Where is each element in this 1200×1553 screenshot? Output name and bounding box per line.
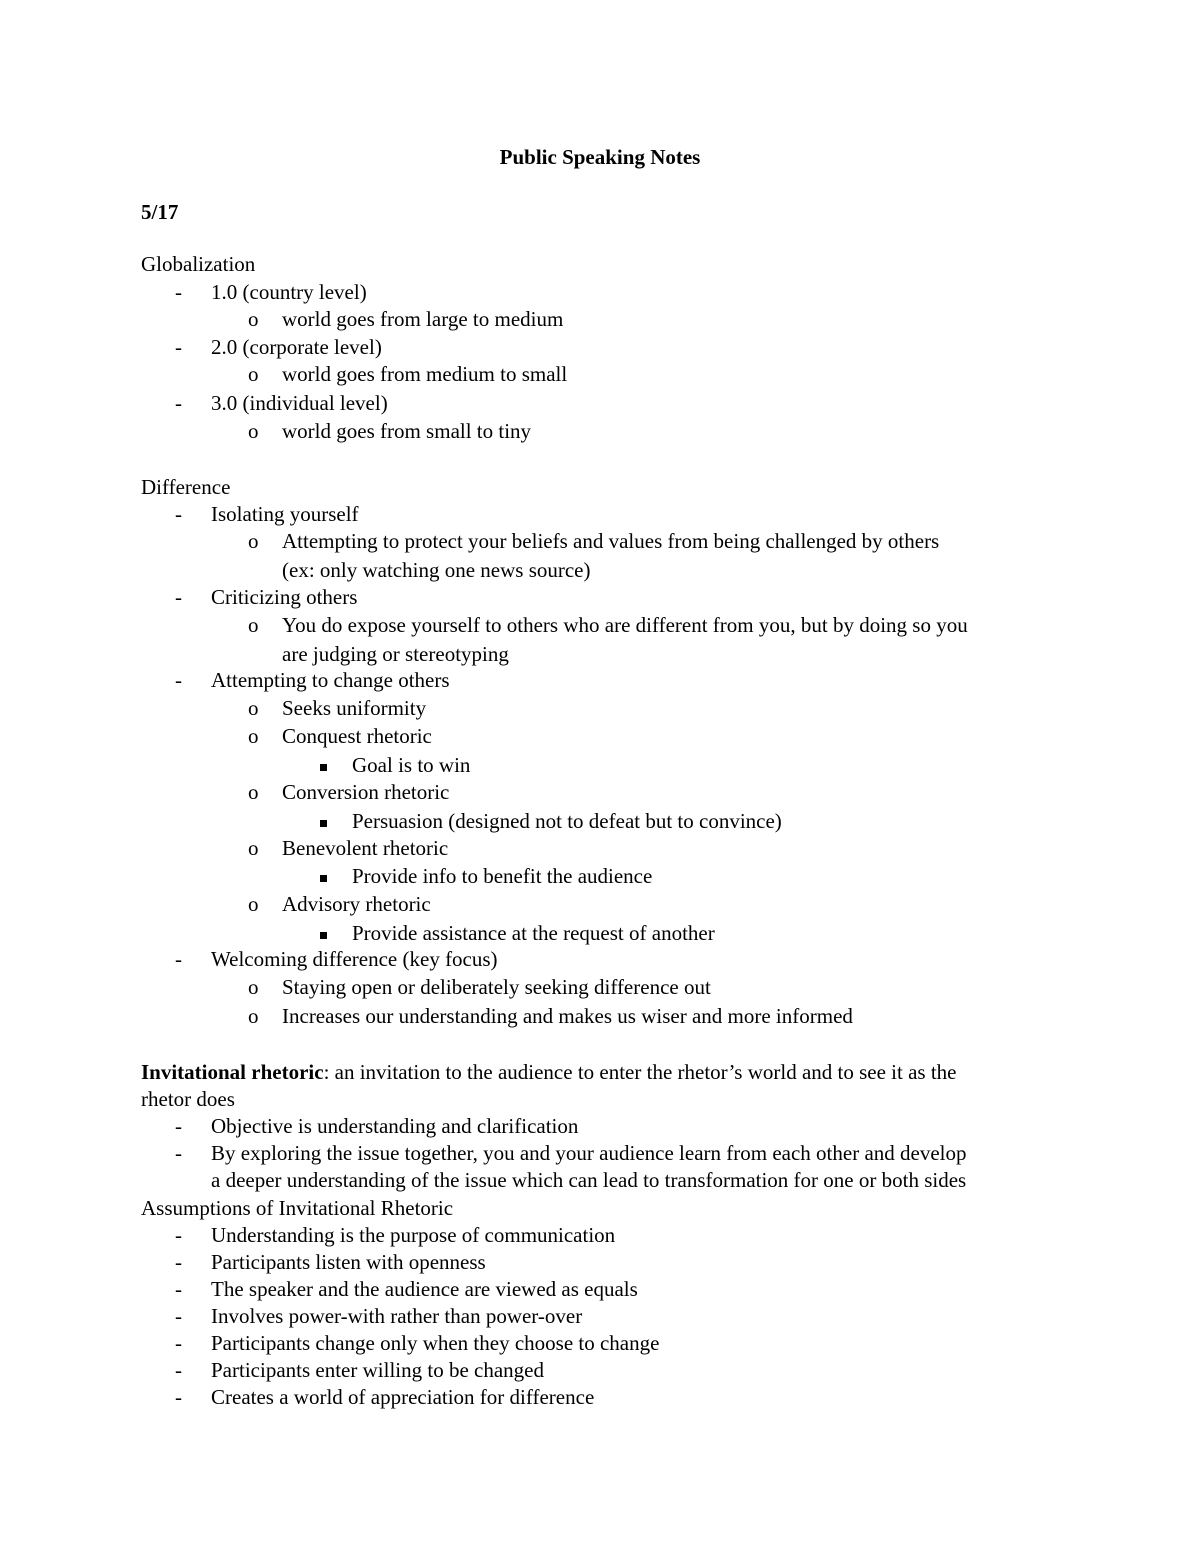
- list-item: You do expose yourself to others who are different from you, but by doing so you: [282, 613, 968, 637]
- list-item: Conquest rhetoric: [282, 724, 432, 748]
- circle-bullet: o: [248, 529, 259, 553]
- dash-bullet: -: [175, 1277, 182, 1301]
- list-item: Advisory rhetoric: [282, 892, 431, 916]
- dash-bullet: -: [175, 1223, 182, 1247]
- list-item: 3.0 (individual level): [211, 391, 388, 415]
- list-item: Participants enter willing to be changed: [211, 1358, 544, 1382]
- notes-date: 5/17: [141, 200, 179, 224]
- list-item: Involves power-with rather than power-over: [211, 1304, 583, 1328]
- list-item: By exploring the issue together, you and your audience learn from each other and develop: [211, 1141, 967, 1165]
- list-item: Persuasion (designed not to defeat but to convince): [352, 809, 782, 833]
- dash-bullet: -: [175, 668, 182, 692]
- list-item: world goes from large to medium: [282, 307, 564, 331]
- dash-bullet: -: [175, 1250, 182, 1274]
- circle-bullet: o: [248, 780, 259, 804]
- list-item: Staying open or deliberately seeking difference out: [282, 975, 711, 999]
- circle-bullet: o: [248, 419, 259, 443]
- square-bullet: [320, 863, 327, 889]
- dash-bullet: -: [175, 280, 182, 304]
- list-item: world goes from medium to small: [282, 362, 568, 386]
- circle-bullet: o: [248, 1004, 259, 1028]
- list-item-continuation: a deeper understanding of the issue which can lead to transformation for one or both sides: [211, 1168, 967, 1192]
- circle-bullet: o: [248, 892, 259, 916]
- list-item: Attempting to change others: [211, 668, 450, 692]
- circle-bullet: o: [248, 307, 259, 331]
- list-item: Seeks uniformity: [282, 696, 427, 720]
- dash-bullet: -: [175, 585, 182, 609]
- dash-bullet: -: [175, 391, 182, 415]
- circle-bullet: o: [248, 613, 259, 637]
- list-item: Attempting to protect your beliefs and values from being challenged by others: [282, 529, 940, 553]
- square-bullet: [320, 808, 327, 834]
- list-item-continuation: are judging or stereotyping: [282, 642, 509, 666]
- list-item: 2.0 (corporate level): [211, 335, 382, 359]
- list-item: Conversion rhetoric: [282, 780, 450, 804]
- list-item: Benevolent rhetoric: [282, 836, 449, 860]
- dash-bullet: -: [175, 1385, 182, 1409]
- list-item-continuation: (ex: only watching one news source): [282, 558, 591, 582]
- circle-bullet: o: [248, 696, 259, 720]
- list-item: 1.0 (country level): [211, 280, 367, 304]
- document-title: Public Speaking Notes: [499, 145, 701, 169]
- list-item: Participants change only when they choose to change: [211, 1331, 660, 1355]
- list-item: Objective is understanding and clarification: [211, 1114, 579, 1138]
- dash-bullet: -: [175, 1358, 182, 1382]
- definition-line: [141, 1059, 957, 1085]
- list-item: Increases our understanding and makes us wiser and more informed: [282, 1004, 853, 1028]
- definition-text: : an invitation to the audience to enter the rhetor’s world and to see it as the: [323, 1060, 957, 1084]
- section-heading-difference: Difference: [141, 475, 231, 499]
- list-item: Isolating yourself: [211, 502, 359, 526]
- list-item: Participants listen with openness: [211, 1250, 486, 1274]
- circle-bullet: o: [248, 724, 259, 748]
- circle-bullet: o: [248, 836, 259, 860]
- dash-bullet: -: [175, 1114, 182, 1138]
- list-item: Criticizing others: [211, 585, 358, 609]
- dash-bullet: -: [175, 1141, 182, 1165]
- list-item: Goal is to win: [352, 753, 471, 777]
- list-item: world goes from small to tiny: [282, 419, 532, 443]
- list-item: Creates a world of appreciation for difference: [211, 1385, 595, 1409]
- dash-bullet: -: [175, 335, 182, 359]
- list-item: Provide info to benefit the audience: [352, 864, 653, 888]
- circle-bullet: o: [248, 362, 259, 386]
- square-bullet: [320, 752, 327, 778]
- dash-bullet: -: [175, 1304, 182, 1328]
- list-item: The speaker and the audience are viewed as equals: [211, 1277, 638, 1301]
- definition-continuation: rhetor does: [141, 1087, 235, 1111]
- list-item: Understanding is the purpose of communication: [211, 1223, 616, 1247]
- circle-bullet: o: [248, 975, 259, 999]
- dash-bullet: -: [175, 947, 182, 971]
- definition-term: Invitational rhetoric: [141, 1060, 324, 1084]
- section-heading-assumptions: Assumptions of Invitational Rhetoric: [141, 1196, 454, 1220]
- dash-bullet: -: [175, 502, 182, 526]
- list-item: Welcoming difference (key focus): [211, 947, 498, 971]
- dash-bullet: -: [175, 1331, 182, 1355]
- square-bullet: [320, 920, 327, 946]
- section-heading-globalization: Globalization: [141, 252, 256, 276]
- list-item: Provide assistance at the request of another: [352, 921, 715, 945]
